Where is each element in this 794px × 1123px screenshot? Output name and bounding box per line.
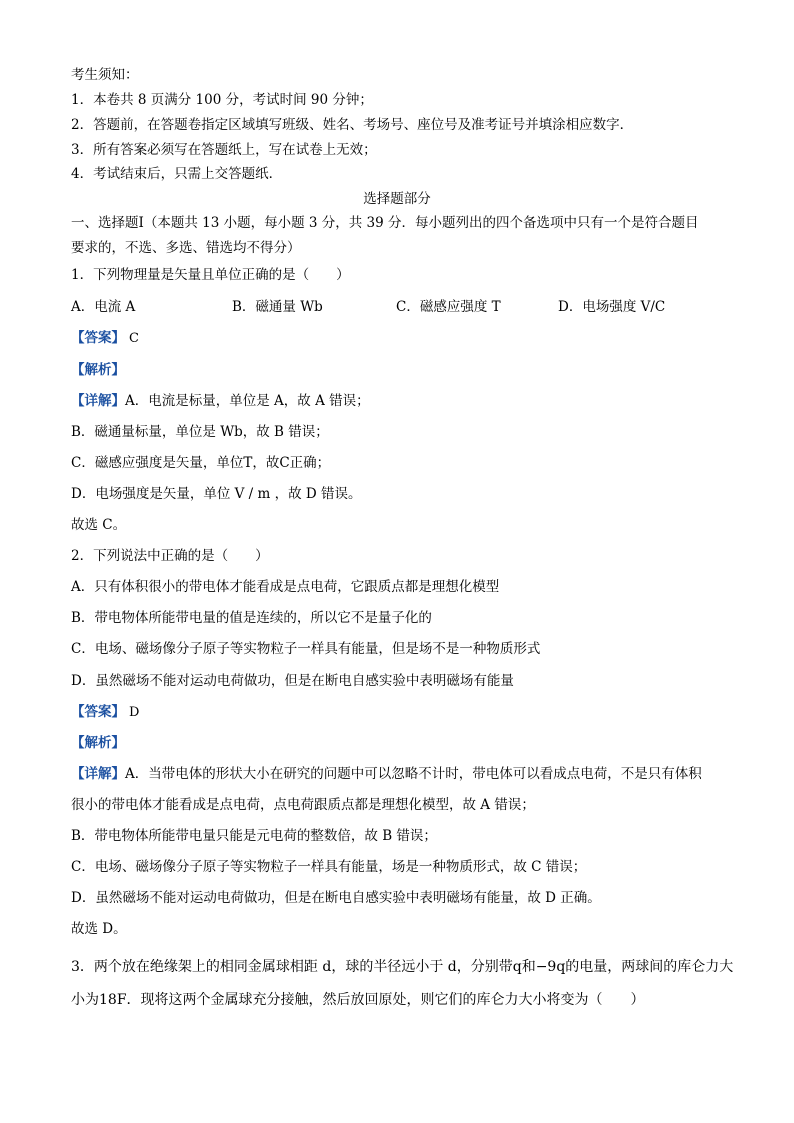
analysis-label: 【解析】 (71, 735, 125, 751)
notice-item-2: 2．答题前，在答题卷指定区域填写班级、姓名、考场号、座位号及准考证号并填涂相应数字． (71, 117, 634, 133)
q1-stem: 1．下列物理量是矢量且单位正确的是（ ） (71, 267, 350, 283)
q1-answer-value: C (129, 331, 139, 346)
q2-analysis (71, 734, 125, 752)
q2-detail-line-4: C．电场、磁场像分子原子等实物粒子一样具有能量，场是一种物质形式，故 C 错误； (71, 859, 587, 875)
notice-title: 考生须知： (71, 67, 139, 83)
part1-instructions-line1: 一、选择题Ⅰ（本题共 13 小题，每小题 3 分，共 39 分．每小题列出的四个备选项中只有一个是符合题目 (71, 215, 699, 231)
detail-label: 【详解】 (71, 393, 125, 409)
q1-option-c: C．磁感应强度 T (396, 299, 501, 315)
q1-detail-line-1 (71, 392, 370, 410)
answer-label: 【答案】 (71, 704, 125, 720)
q2-option-d: D．虽然磁场不能对运动电荷做功，但是在断电自感实验中表明磁场有能量 (71, 673, 514, 689)
part1-instructions-line2: 要求的，不选、多选、错选均不得分） (71, 240, 301, 256)
q2-option-a: A．只有体积很小的带电体才能看成是点电荷，它跟质点都是理想化模型 (71, 579, 500, 595)
q1-option-a: A．电流 A (71, 299, 136, 315)
q2-answer-value: D (129, 705, 140, 720)
q2-answer (71, 703, 139, 722)
q1-detail-line-2: B．磁通量标量，单位是 Wb，故 B 错误； (71, 424, 329, 440)
q1-answer (71, 329, 139, 348)
q2-detail-line-2: 很小的带电体才能看成是点电荷，点电荷跟质点都是理想化模型，故 A 错误； (71, 797, 535, 813)
answer-label: 【答案】 (71, 330, 125, 346)
notice-item-1: 1．本卷共 8 页满分 100 分，考试时间 90 分钟； (71, 92, 373, 108)
section-title: 选择题部分 (363, 191, 431, 207)
q2-detail-line-1 (71, 765, 702, 783)
notice-item-4: 4．考试结束后，只需上交答题纸． (71, 166, 283, 182)
q1-detail-text-1: A．电流是标量，单位是 A，故 A 错误； (125, 393, 370, 409)
q1-conclusion: 故选 C。 (71, 517, 127, 533)
q1-option-b: B．磁通量 Wb (232, 299, 323, 315)
q2-stem: 2．下列说法中正确的是（ ） (71, 548, 269, 564)
q1-detail-line-3: C．磁感应强度是矢量，单位T，故C正确； (71, 455, 331, 471)
q2-option-c: C．电场、磁场像分子原子等实物粒子一样具有能量，但是场不是一种物质形式 (71, 641, 541, 657)
q2-detail-text-1: A．当带电体的形状大小在研究的问题中可以忽略不计时，带电体可以看成点电荷，不是只有体积 (125, 766, 702, 782)
q1-detail-line-4: D．电场强度是矢量，单位 V / m ，故 D 错误。 (71, 486, 362, 502)
q3-stem-line-1: 3．两个放在绝缘架上的相同金属球相距 d，球的半径远小于 d，分别带q和−9q的电量，两球间的库仑力大 (71, 959, 734, 975)
q1-analysis (71, 361, 125, 379)
detail-label: 【详解】 (71, 766, 125, 782)
q2-detail-line-3: B．带电物体所能带电量只能是元电荷的整数倍，故 B 错误； (71, 828, 437, 844)
q2-conclusion: 故选 D。 (71, 921, 127, 937)
analysis-label: 【解析】 (71, 362, 125, 378)
notice-item-3: 3．所有答案必须写在答题纸上，写在试卷上无效； (71, 142, 377, 158)
q2-option-b: B．带电物体所能带电量的值是连续的，所以它不是量子化的 (71, 610, 432, 626)
q3-stem-line-2: 小为18F．现将这两个金属球充分接触，然后放回原处，则它们的库仑力大小将变为（ ） (71, 992, 645, 1008)
q1-option-d: D．电场强度 V/C (558, 299, 666, 315)
q2-detail-line-5: D．虽然磁场不能对运动电荷做功，但是在断电自感实验中表明磁场有能量，故 D 正确。 (71, 890, 601, 906)
